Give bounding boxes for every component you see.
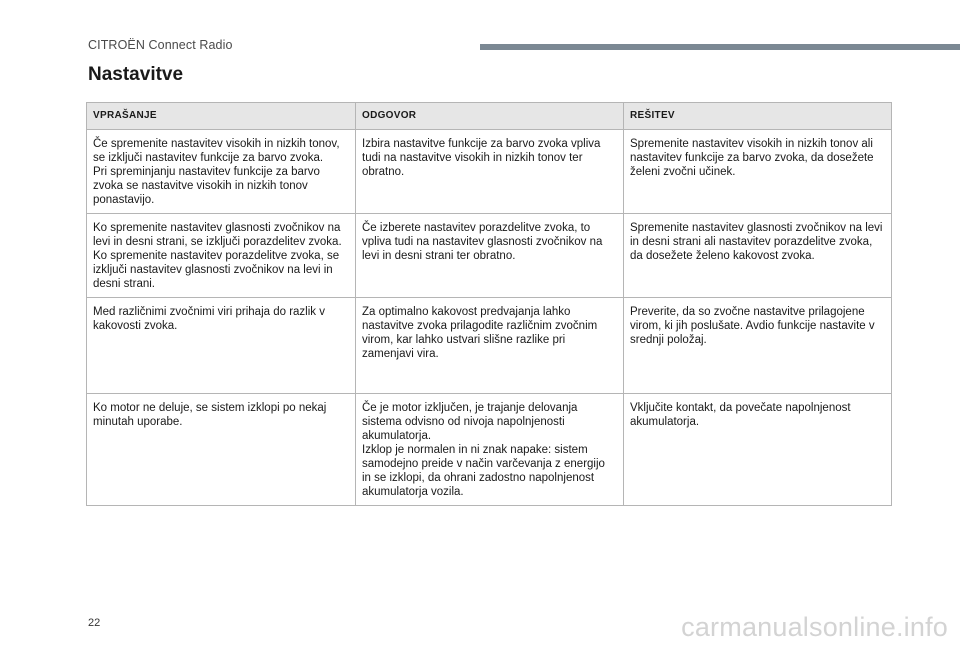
question-cell: Če spremenite nastavitev visokih in nizkih tonov, se izključi nastavitev funkcije za barvo zvoka. Pri spreminjanju nastavitev funkcije za barvo zvoka se nastavitve visokih in nizkih tonov ponastavijo.	[87, 130, 356, 214]
page-title: Nastavitve	[88, 64, 184, 85]
table-row	[87, 214, 892, 298]
question-cell: Ko motor ne deluje, se sistem izklopi po nekaj minutah uporabe.	[87, 394, 356, 506]
solution-cell: Vključite kontakt, da povečate napolnjenost akumulatorja.	[624, 394, 892, 506]
table-header-row	[87, 103, 892, 130]
column-header-question: VPRAŠANJE	[87, 103, 356, 130]
question-cell: Ko spremenite nastavitev glasnosti zvočnikov na levi in desni strani, se izključi porazdelitev zvoka. Ko spremenite nastavitev porazdelitve zvoka, se izključi nastavitev glasnosti zvočnikov na levi in desni strani.	[87, 214, 356, 298]
solution-cell: Spremenite nastavitev glasnosti zvočnikov na levi in desni strani ali nastavitev porazdelitve zvoka, da dosežete želeno kakovost zvoka.	[624, 214, 892, 298]
watermark: carmanualsonline.info	[681, 612, 948, 642]
column-header-solution: REŠITEV	[624, 103, 892, 130]
page-number: 22	[88, 617, 101, 629]
solution-cell: Spremenite nastavitev visokih in nizkih tonov ali nastavitev funkcije za barvo zvoka, da dosežete želeni zvočni učinek.	[624, 130, 892, 214]
table-row	[87, 394, 892, 506]
table-row	[87, 130, 892, 214]
answer-cell: Če izberete nastavitev porazdelitve zvoka, to vpliva tudi na nastavitev glasnosti zvočnikov na levi in desni strani ter obratno.	[356, 214, 624, 298]
question-cell: Med različnimi zvočnimi viri prihaja do razlik v kakovosti zvoka.	[87, 298, 356, 394]
answer-cell: Izbira nastavitve funkcije za barvo zvoka vpliva tudi na nastavitve visokih in nizkih tonov ter obratno.	[356, 130, 624, 214]
column-header-answer: ODGOVOR	[356, 103, 624, 130]
troubleshooting-table	[86, 102, 892, 506]
solution-cell: Preverite, da so zvočne nastavitve prilagojene virom, ki jih poslušate. Avdio funkcije nastavite v srednji položaj.	[624, 298, 892, 394]
header-brand-label: CITROËN Connect Radio	[88, 38, 233, 52]
table-row	[87, 298, 892, 394]
answer-cell: Za optimalno kakovost predvajanja lahko nastavitve zvoka prilagodite različnim zvočnim virom, kar lahko ustvari slišne razlike pri zamenjavi vira.	[356, 298, 624, 394]
answer-cell: Če je motor izključen, je trajanje delovanja sistema odvisno od nivoja napolnjenosti akumulatorja. Izklop je normalen in ni znak napake: sistem samodejno preide v način varčevanja z energijo in se izklopi, da ohrani zadostno napolnjenost akumulatorja vozila.	[356, 394, 624, 506]
header-bar	[480, 44, 960, 50]
